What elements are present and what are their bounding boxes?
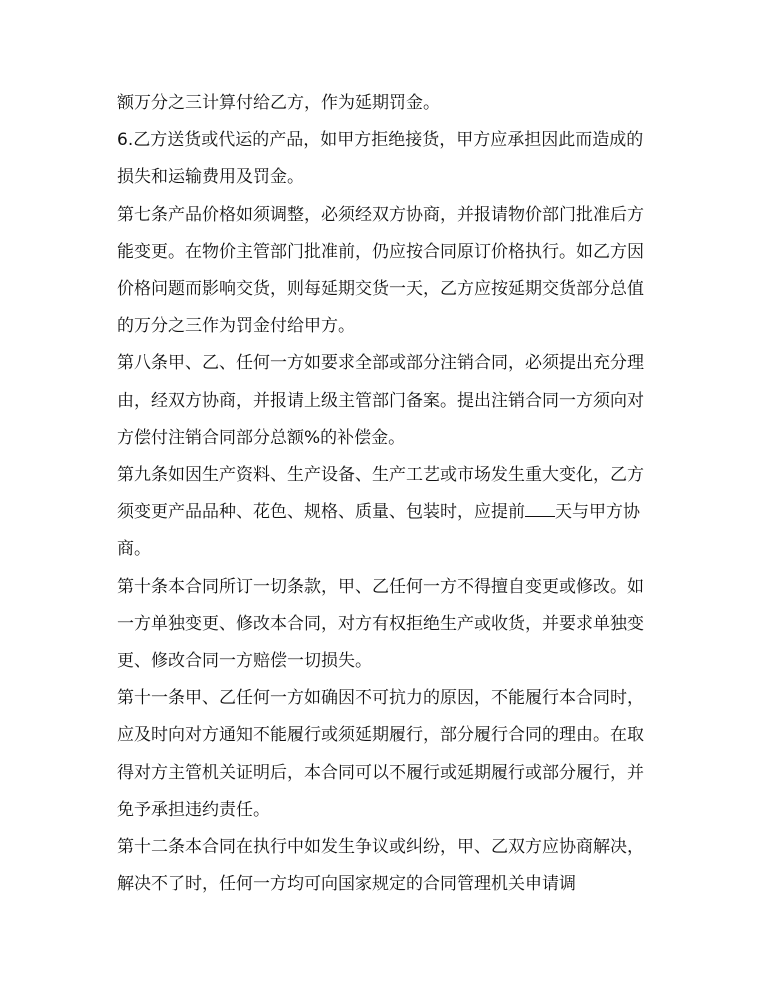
paragraph-clause-6: 6.乙方送货或代运的产品，如甲方拒绝接货，甲方应承担因此而造成的损失和运输费用及罚金。 [117,130,644,188]
paragraph-article-8: 第八条甲、乙、任何一方如要求全部或部分注销合同，必须提出充分理由，经双方协商，并报请上级主管部门备案。提出注销合同一方须向对方偿付注销合同部分总额%的补偿金。 [117,353,644,448]
article-9-text-before: 第九条如因生产资料、生产设备、生产工艺或市场发生重大变化，乙方须变更产品品种、花色、规格、质量、包装时，应提前 [117,465,644,523]
blank-days-field [525,499,555,517]
paragraph-article-9 [117,457,657,569]
paragraph-article-12: 第十二条本合同在执行中如发生争议或纠纷，甲、乙双方应协商解决，解决不了时，任何一方均可向国家规定的合同管理机关申请调 [117,837,644,895]
paragraph-article-7: 第七条产品价格如须调整，必须经双方协商，并报请物价部门批准后方能变更。在物价主管部门批准前，仍应按合同原订价格执行。如乙方因价格问题而影响交货，则每延期交货一天，乙方应按延期交货部分总值的万分之三作为罚金付给甲方。 [117,204,644,337]
paragraph-article-11: 第十一条甲、乙任何一方如确因不可抗力的原因，不能履行本合同时，应及时向对方通知不能履行或须延期履行，部分履行合同的理由。在取得对方主管机关证明后，本合同可以不履行或延期履行或部分履行，并免予承担违约责任。 [117,688,644,820]
article-9-text-after: 天与甲方协商。 [117,502,640,560]
paragraph-article-10: 第十条本合同所订一切条款，甲、乙任何一方不得擅自变更或修改。如一方单独变更、修改本合同，对方有权拒绝生产或收货，并要求单独变更、修改合同一方赔偿一切损失。 [117,576,644,672]
document-body [117,85,657,903]
paragraph-penalty-rate: 额万分之三计算付给乙方，作为延期罚金。 [117,93,440,113]
